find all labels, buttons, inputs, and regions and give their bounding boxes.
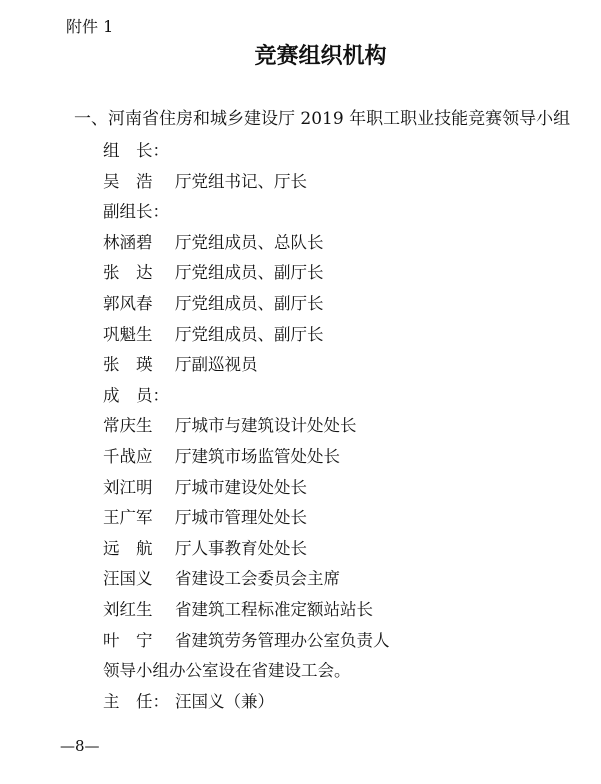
member-name: 林涵碧 (103, 232, 153, 252)
member-role: 厅建筑市场监管处处长 (175, 446, 340, 466)
member-role: 厅党组成员、副厅长 (175, 324, 324, 344)
member-role: 汪国义（兼） (175, 691, 274, 711)
list-item (103, 350, 583, 381)
list-item (103, 167, 583, 198)
member-name: 吴 浩 (103, 171, 153, 191)
list-item (103, 687, 583, 718)
member-role: 省建筑劳务管理办公室负责人 (175, 630, 390, 650)
member-role: 厅党组成员、副厅长 (175, 293, 324, 313)
member-name: 巩魁生 (103, 324, 153, 344)
list-item (103, 320, 583, 351)
member-name: 千战应 (103, 446, 153, 466)
member-name: 成 员： (103, 385, 169, 405)
list-item (103, 503, 583, 534)
member-name: 主 任： (103, 691, 169, 711)
office-note-text: 领导小组办公室设在省建设工会。 (103, 661, 351, 681)
list-item (103, 442, 583, 473)
member-role: 厅城市管理处处长 (175, 508, 307, 528)
member-name: 张 达 (103, 263, 153, 283)
member-role: 厅党组成员、副厅长 (175, 263, 324, 283)
list-item (103, 228, 583, 259)
office-note (103, 656, 583, 687)
member-role: 厅副巡视员 (175, 355, 258, 375)
list-item (103, 289, 583, 320)
list-item (103, 381, 583, 412)
member-role: 厅人事教育处处长 (175, 538, 307, 558)
member-name: 副组长： (103, 202, 169, 222)
list-item (103, 197, 583, 228)
list-item (103, 136, 583, 167)
member-role: 省建设工会委员会主席 (175, 569, 340, 589)
page-number: —8— (60, 737, 100, 755)
member-role: 厅党组成员、总队长 (175, 232, 324, 252)
list-item (103, 626, 583, 657)
list-item (103, 595, 583, 626)
list-item (103, 411, 583, 442)
list-item (103, 534, 583, 565)
section-heading: 一、河南省住房和城乡建设厅 2019 年职工职业技能竞赛领导小组 (74, 109, 571, 129)
member-role: 厅党组书记、厅长 (175, 171, 307, 191)
member-name: 王广军 (103, 508, 153, 528)
member-name: 刘江明 (103, 477, 153, 497)
page-title: 竞赛组织机构 (254, 43, 387, 69)
member-name: 刘红生 (103, 599, 153, 619)
member-name: 远 航 (103, 538, 153, 558)
list-item (103, 258, 583, 289)
member-role: 厅城市与建筑设计处处长 (175, 416, 357, 436)
member-role: 厅城市建设处处长 (175, 477, 307, 497)
member-name: 叶 宁 (103, 630, 153, 650)
member-name: 汪国义 (103, 569, 153, 589)
member-name: 郭风春 (103, 293, 153, 313)
member-list (103, 136, 583, 717)
list-item (103, 473, 583, 504)
member-name: 张 瑛 (103, 355, 153, 375)
member-name: 组 长： (103, 141, 169, 160)
attachment-label: 附件 1 (66, 17, 114, 36)
member-name: 常庆生 (103, 416, 153, 436)
member-role: 省建筑工程标准定额站站长 (175, 599, 373, 619)
list-item (103, 564, 583, 595)
